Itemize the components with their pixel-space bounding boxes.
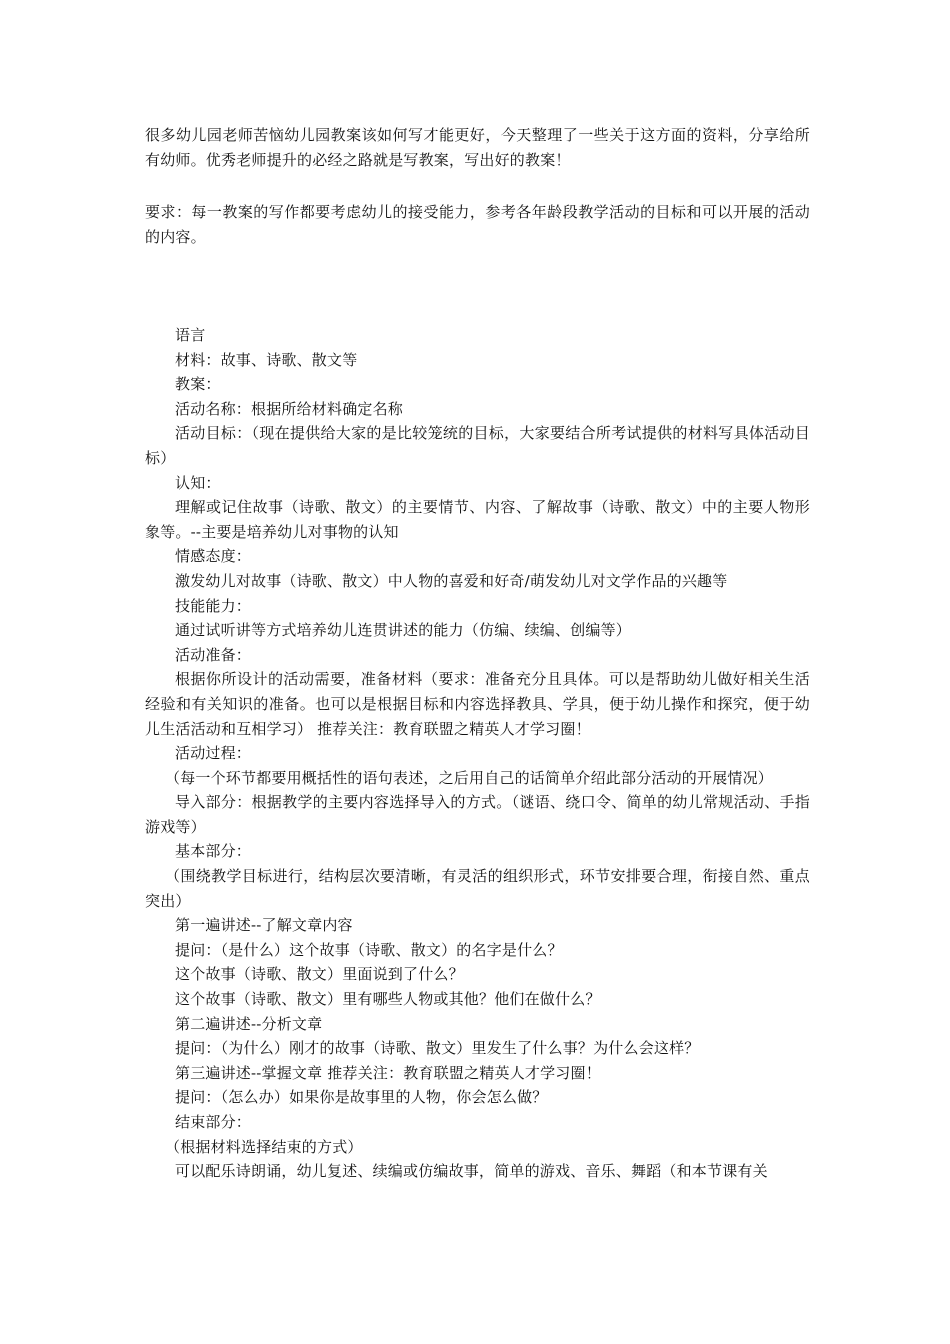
first-telling-line: 第一遍讲述--了解文章内容	[175, 916, 353, 935]
skills-paragraph: 通过试听讲等方式培养幼儿连贯讲述的能力（仿编、续编、创编等）	[175, 621, 632, 640]
lesson-plan-label: 教案：	[175, 375, 221, 394]
question-content-line: 这个故事（诗歌、散文）里面说到了什么？	[175, 965, 464, 984]
basic-part-note-paragraph: （围绕教学目标进行，结构层次要清晰，有灵活的组织形式，环节安排要合理，衔接自然、重点突出）	[145, 867, 810, 910]
skills-label: 技能能力：	[175, 596, 252, 615]
intro-paragraph: 很多幼儿园老师苦恼幼儿园教案该如何写才能更好，今天整理了一些关于这方面的资料，分享给所有幼师。优秀老师提升的必经之路就是写教案，写出好的教案！	[145, 126, 810, 169]
question-characters-line: 这个故事（诗歌、散文）里有哪些人物或其他？他们在做什么？	[175, 990, 601, 1009]
cognition-paragraph: 理解或记住故事（诗歌、散文）的主要情节、内容、了解故事（诗歌、散文）中的主要人物形象等。--主要是培养幼儿对事物的认知	[145, 498, 810, 541]
question-what-line: 提问：（是什么）这个故事（诗歌、散文）的名字是什么？	[175, 940, 563, 959]
ending-note-line: （根据材料选择结束的方式）	[165, 1137, 363, 1156]
preparation-label: 活动准备：	[175, 645, 252, 664]
emotion-attitude-label: 情感态度：	[175, 547, 252, 566]
materials-line: 材料：故事、诗歌、散文等	[175, 350, 358, 369]
intro-part-paragraph: 导入部分：根据教学的主要内容选择导入的方式。（谜语、绕口令、简单的幼儿常规活动、手指游戏等）	[145, 793, 810, 836]
question-how-line: 提问：（怎么办）如果你是故事里的人物，你会怎么做？	[175, 1088, 548, 1107]
second-telling-line: 第二遍讲述--分析文章	[175, 1014, 323, 1033]
cognition-label: 认知：	[175, 473, 221, 492]
question-why-line: 提问：（为什么）刚才的故事（诗歌、散文）里发生了什么事？为什么会这样？	[175, 1039, 700, 1058]
activity-name-line: 活动名称：根据所给材料确定名称	[175, 399, 404, 418]
process-note-paragraph: （每一个环节都要用概括性的语句表述，之后用自己的话简单介绍此部分活动的开展情况）	[165, 768, 774, 787]
preparation-paragraph: 根据你所设计的活动需要，准备材料（要求：准备充分且具体。可以是帮助幼儿做好相关生活经验和有关知识的准备。也可以是根据目标和内容选择教具、学具，便于幼儿操作和探究，便于幼儿生活活动和互相学习） 推荐关注：教育联盟之精英人才学习圈！	[145, 670, 810, 738]
process-label: 活动过程：	[175, 744, 252, 763]
ending-methods-paragraph: 可以配乐诗朗诵，幼儿复述、续编或仿编故事，简单的游戏、音乐、舞蹈（和本节课有关	[175, 1162, 768, 1181]
intro-section	[145, 123, 810, 172]
section-heading-language: 语言	[175, 326, 206, 344]
requirement-section	[145, 200, 810, 249]
third-telling-line: 第三遍讲述--掌握文章 推荐关注：教育联盟之精英人才学习圈！	[175, 1063, 601, 1082]
requirement-paragraph: 要求：每一教案的写作都要考虑幼儿的接受能力，参考各年龄段教学活动的目标和可以开展的活动的内容。	[145, 203, 810, 246]
emotion-attitude-paragraph: 激发幼儿对故事（诗歌、散文）中人物的喜爱和好奇/萌发幼儿对文学作品的兴趣等	[175, 571, 728, 590]
basic-part-label: 基本部分：	[175, 842, 252, 861]
ending-part-label: 结束部分：	[175, 1113, 252, 1131]
activity-goal-paragraph: 活动目标：（现在提供给大家的是比较笼统的目标，大家要结合所考试提供的材料写具体活动目标）	[145, 424, 810, 467]
lesson-plan-body	[145, 323, 810, 1184]
